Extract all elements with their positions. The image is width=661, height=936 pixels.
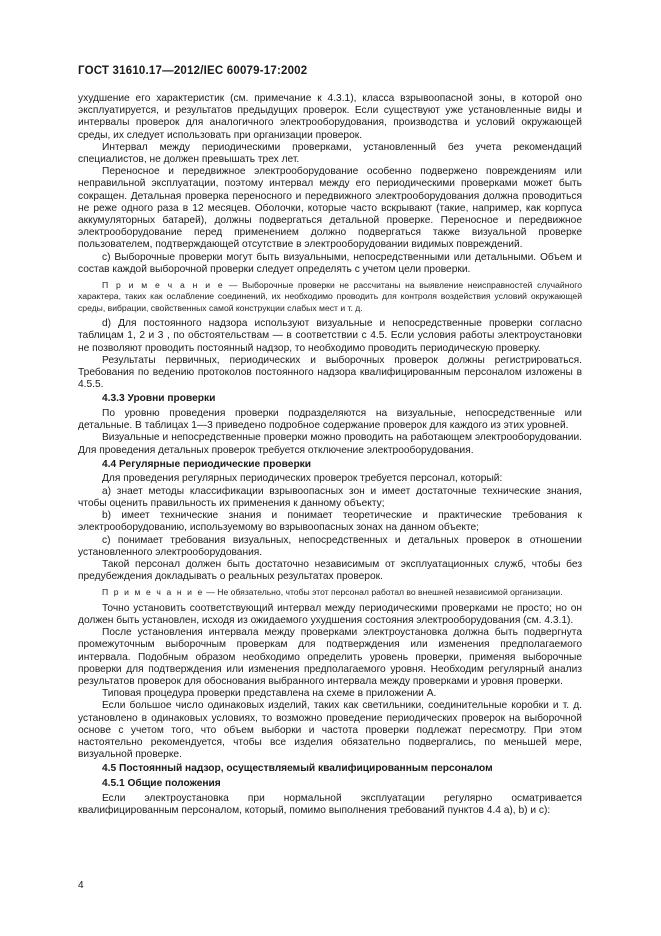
list-item: а) знает методы классификации взрывоопасных зон и имеет достаточные технические знания, чтобы оценить правильность их применения к данному объекту; — [78, 485, 582, 509]
note — [78, 587, 582, 598]
note-text: — Выборочные проверки не рассчитаны на выявление неисправностей случайного характера, таких как ослабление соединений, их необходимо проводить для контроля воздействия условий окружающей среды, вибрации, свойственных самой конструкции слабых мест и т. д. — [78, 280, 582, 313]
note-label: П р и м е ч а н и е — [102, 587, 204, 598]
section-heading: 4.5 Постоянный надзор, осуществляемый квалифицированным персоналом — [102, 763, 493, 775]
section-heading: 4.3.3 Уровни проверки — [102, 393, 216, 405]
paragraph: Интервал между периодическими проверками, установленный без учета рекомендаций специалистов, не должен превышать трех лет. — [78, 141, 582, 166]
note-label: П р и м е ч а н и е — [102, 280, 225, 291]
paragraph: Визуальные и непосредственные проверки можно проводить на работающем электрооборудовании. Для проведения детальных проверок требуется отключение электрооборудования. — [78, 432, 582, 456]
document-body — [78, 93, 582, 817]
paragraph: Точно установить соответствующий интервал между периодическими проверками не просто; но он должен быть установлен, исходя из ожидаемого ухудшения состояния электрооборудования (см. 4.3.1). — [78, 602, 582, 626]
paragraph: Если большое число одинаковых изделий, таких как светильники, соединительные коробки и т. д. установлено в одинаковых условиях, то возможно проведение периодических проверок на выборочной основе с учетом того, что объем выборки и частота проверки подлежат пересмотру. При этом настоятельно рекомендуется, чтобы все изделия обязательно подвергались, по меньшей мере, визуальной проверке. — [78, 700, 582, 761]
paragraph: с) Выборочные проверки могут быть визуальными, непосредственными или детальными. Объем и состав каждой выборочной проверки следует определять с учетом цели проверки. — [78, 251, 582, 275]
paragraph: ухудшение его характеристик (см. примечание к 4.3.1), класса взрывоопасной зоны, в которой оно эксплуатируется, и результатов предыдущих проверок. Если существуют уже установленные виды и интервалы проверок для аналогичного электрооборудования, производства и условий окружающей среды, их следует использовать при организации проверок. — [78, 93, 582, 141]
paragraph: Если электроустановка при нормальной эксплуатации регулярно осматривается квалифицированным персоналом, который, помимо выполнения требований пунктов 4.4 а), b) и с): — [78, 792, 582, 816]
paragraph: Результаты первичных, периодических и выборочных проверок должны регистрироваться. Требования по ведению протоколов постоянного надзора квалифицированным персоналом изложены в 4.5.5. — [78, 354, 582, 391]
note — [78, 280, 582, 314]
list-item: b) имеет технические знания и понимает теоретические и практические требования к электрооборудованию, используемому во взрывоопасных зонах на данном объекте; — [78, 510, 582, 534]
paragraph: d) Для постоянного надзора используют визуальные и непосредственные проверки согласно таблицам 1, 2 и 3 , по обстоятельствам — в соответствии с 4.5. Если условия работы электроустановки не позволяют проводить постоянный надзор, то необходимо проводить периодическую проверку. — [78, 318, 582, 354]
page-number: 4 — [78, 880, 84, 891]
section-heading: 4.4 Регулярные периодические проверки — [102, 458, 312, 470]
paragraph: После установления интервала между проверками электроустановка должна быть подвергнута промежуточным выборочным проверкам для подтверждения или изменения предполагаемого интервала. Подобным образом необходимо определить уровень проверки, применяя выборочные проверки для подтверждения или изменения предполагаемого уровня. Необходим регулярный анализ результатов проверок для обоснования выбранного интервала между проверками и уровня проверки. — [78, 627, 582, 687]
paragraph: Такой персонал должен быть достаточно независимым от эксплуатационных служб, чтобы без предубеждения докладывать о реальных результатах проверок. — [78, 558, 582, 583]
list-item: с) понимает требования визуальных, непосредственных и детальных проверок в отношении установленного электрооборудования. — [78, 534, 582, 558]
subsection-heading: 4.5.1 Общие положения — [102, 777, 221, 789]
paragraph: Для проведения регулярных периодических проверок требуется персонал, который: — [102, 473, 503, 485]
document-header: ГОСТ 31610.17—2012/IEC 60079-17:2002 — [78, 65, 308, 77]
paragraph: По уровню проведения проверки подразделяются на визуальные, непосредственные или детальные. В таблицах 1—3 приведено подробное содержание проверок для каждого из этих уровней. — [78, 408, 582, 432]
paragraph: Типовая процедура проверки представлена на схеме в приложении А. — [102, 688, 437, 700]
note-text: — Не обязательно, чтобы этот персонал работал во внешней независимой организации. — [203, 587, 563, 598]
paragraph: Переносное и передвижное электрооборудование особенно подвержено повреждениям или неправильной эксплуатации, поэтому интервал между его периодическими проверками может быть сокращен. Детальная проверка переносного и передвижного электрооборудования должна проводиться не реже одного раза в 12 месяцев. Оболочки, которые часто вскрывают (такие, например, как корпуса аккумуляторных батарей), должны подвергаться детальной проверке. Переносное и передвижное электрооборудование перед применением должно подвергаться также визуальной проверке пользователем, подтверждающей отсутствие в электрооборудовании видимых повреждений. — [78, 166, 582, 251]
